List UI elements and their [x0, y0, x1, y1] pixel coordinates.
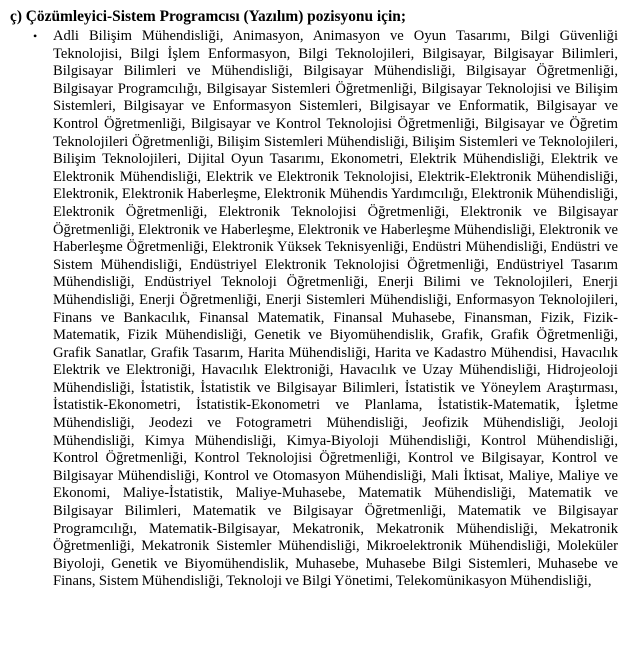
document-page [10, 8, 618, 591]
section-heading: ç) Çözümleyici-Sistem Programcısı (Yazılım) pozisyonu için; [10, 8, 406, 25]
list-item [10, 28, 618, 591]
bullet-icon: • [33, 29, 38, 43]
eligible-departments-list [10, 28, 618, 591]
departments-text: Adli Bilişim Mühendisliği, Animasyon, Animasyon ve Oyun Tasarımı, Bilgi Güvenliği Teknolojisi, Bilgi İşlem Enformasyon, Bilgi Teknolojileri, Bilgisayar, Bilgisayar Bilimleri, Bilgisayar Bilimleri ve Mühendisliği, Bilgisayar Mühendisliği, Bilgisayar Öğretmenliği, Bilgisayar Programcılığı, Bilgisayar Sistemleri Öğretmenliği, Bilgisayar Teknolojisi ve Bilişim Sistemleri, Bilgisayar ve Enformasyon Sistemleri, Bilgisayar ve Enformatik, Bilgisayar ve Kontrol Öğretmenliği, Bilgisayar ve Kontrol Teknolojisi Öğretmenliği, Bilgisayar ve Öğretim Teknolojileri Öğretmenliği, Bilişim Sistemleri Mühendisliği, Bilişim Sistemleri ve Teknolojileri, Bilişim Teknolojileri, Dijital Oyun Tasarımı, Ekonometri, Elektrik Mühendisliği, Elektrik ve Elektronik Mühendisliği, Elektrik ve Elektronik Teknolojisi, Elektrik-Elektronik Mühendisliği, Elektronik, Elektronik Haberleşme, Elektronik Mühendis Yardımcılığı, Elektronik Mühendisliği, Elektronik Öğretmenliği, Elektronik Teknolojisi Öğretmenliği, Elektronik ve Bilgisayar Öğretmenliği, Elektronik ve Haberleşme, Elektronik ve Haberleşme Mühendisliği, Elektronik ve Haberleşme Öğretmenliği, Elektronik Yüksek Teknisyenliği, Endüstri Mühendisliği, Endüstri ve Sistem Mühendisliği, Endüstriyel Elektronik Teknolojisi Öğretmenliği, Endüstriyel Tasarım Mühendisliği, Endüstriyel Teknoloji Öğretmenliği, Enerji Bilimi ve Teknolojileri, Enerji Mühendisliği, Enerji Öğretmenliği, Enerji Sistemleri Mühendisliği, Enformasyon Teknolojileri, Finans ve Bankacılık, Finansal Matematik, Finansal Muhasebe, Finansman, Fizik, Fizik-Matematik, Fizik Mühendisliği, Genetik ve Biyomühendislik, Grafik, Grafik Öğretmenliği, Grafik Sanatlar, Grafik Tasarım, Harita Mühendisliği, Harita ve Kadastro Mühendisi, Havacılık Elektrik ve Elektroniği, Havacılık Elektroniği, Havacılık ve Uzay Mühendisliği, Hidrojeoloji Mühendisliği, İstatistik, İstatistik ve Bilgisayar Bilimleri, İstatistik ve Yöneylem Araştırması, İstatistik-Ekonometri, İstatistik-Ekonometri ve Planlama, İstatistik-Matematik, İşletme Mühendisliği, Jeodezi ve Fotogrametri Mühendisliği, Jeofizik Mühendisliği, Jeoloji Mühendisliği, Kimya Mühendisliği, Kimya-Biyoloji Mühendisliği, Kontrol Mühendisliği, Kontrol Öğretmenliği, Kontrol Teknolojisi Öğretmenliği, Kontrol ve Bilgisayar, Kontrol ve Bilgisayar Mühendisliği, Kontrol ve Otomasyon Mühendisliği, Mali İktisat, Maliye, Maliye ve Ekonomi, Maliye-İstatistik, Maliye-Muhasebe, Matematik Mühendisliği, Matematik ve Bilgisayar Bilimleri, Matematik ve Bilgisayar Öğretmenliği, Matematik ve Bilgisayar Programcılığı, Matematik-Bilgisayar, Mekatronik, Mekatronik Mühendisliği, Mekatronik Öğretmenliği, Mekatronik Sistemler Mühendisliği, Mikroelektronik Mühendisliği, Moleküler Biyoloji, Genetik ve Biyomühendislik, Muhasebe, Muhasebe Bilgi Sistemleri, Muhasebe ve Finans, Sistem Mühendisliği, Teknoloji ve Bilgi Yönetimi, Telekomünikasyon Mühendisliği, [53, 28, 618, 590]
